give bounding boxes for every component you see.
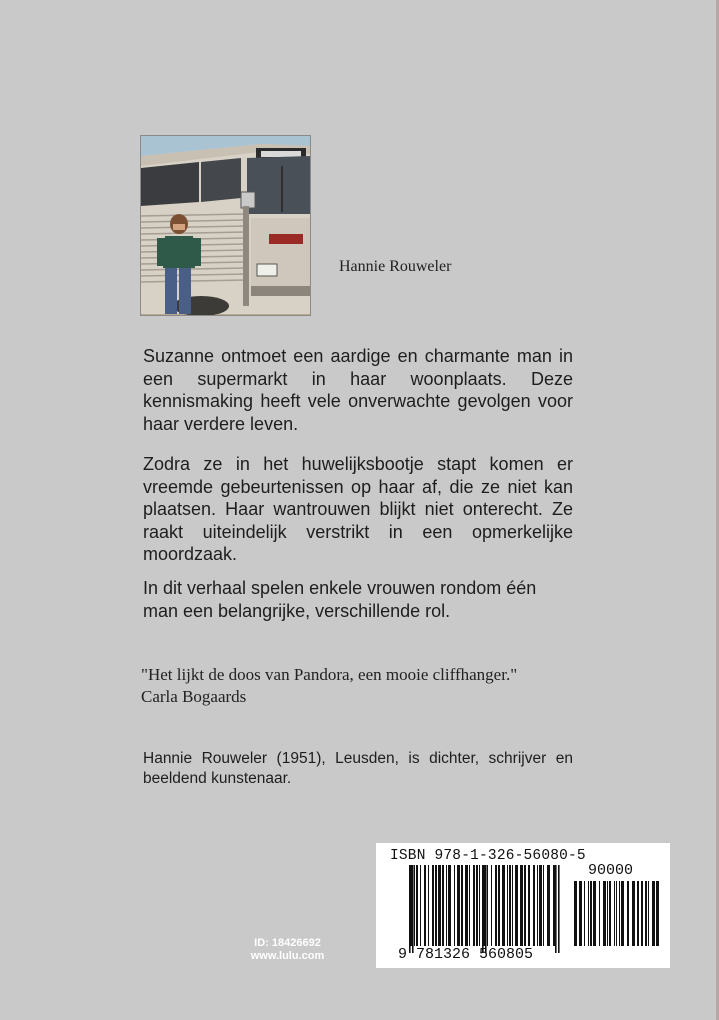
blurb-paragraph-2: Zodra ze in het huwelijksbootje stapt komen er vreemde gebeurtenissen op haar af, die ze niet kan plaatsen. Haar wantrouwen blijkt niet onterecht. Ze raakt uiteindelijk verstrikt in een opmerkelijke moordzaak. bbox=[143, 454, 573, 564]
price-code: 90000 bbox=[588, 862, 634, 879]
review-quote-author: Carla Bogaards bbox=[141, 687, 247, 706]
review-quote-text: "Het lijkt de doos van Pandora, een mooie cliffhanger." bbox=[141, 665, 518, 684]
author-bio: Hannie Rouweler (1951), Leusden, is dichter, schrijver en beeldend kunstenaar. bbox=[143, 750, 573, 787]
blurb-paragraph-3: In dit verhaal spelen enkele vrouwen rondom één man een belangrijke, verschillende rol. bbox=[143, 578, 537, 621]
blurb-paragraph-1: Suzanne ontmoet een aardige en charmante man in een supermarkt in haar woonplaats. Deze kennismaking heeft vele onverwachte gevolgen voor haar verdere leven. bbox=[143, 346, 573, 434]
isbn-barcode bbox=[376, 843, 670, 968]
author-photo bbox=[140, 135, 311, 316]
publisher-url: www.lulu.com bbox=[250, 950, 325, 962]
ean-digits: 9 781326 560805 bbox=[398, 946, 534, 963]
review-quote bbox=[141, 664, 581, 708]
isbn-number: ISBN 978-1-326-56080-5 bbox=[390, 848, 586, 864]
publisher-id-block bbox=[240, 937, 335, 963]
publisher-id: ID: 18426692 bbox=[254, 937, 321, 949]
author-photo-caption: Hannie Rouweler bbox=[339, 258, 452, 275]
